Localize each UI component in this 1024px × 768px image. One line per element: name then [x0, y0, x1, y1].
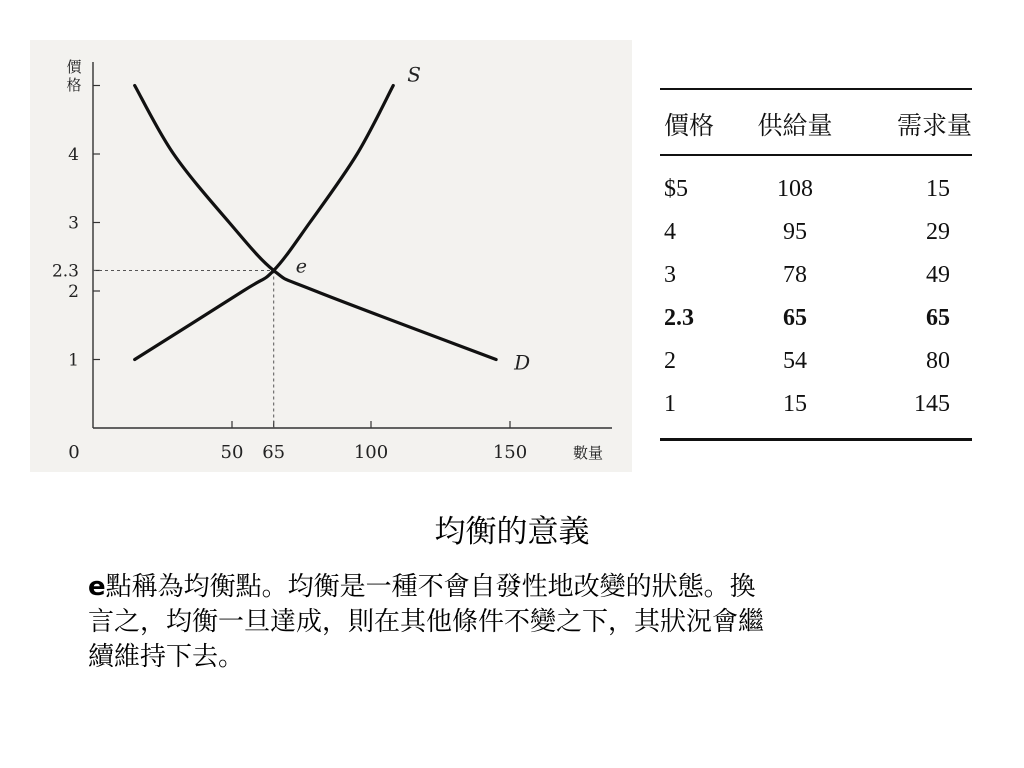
- cell-price: 4: [664, 219, 676, 245]
- y-axis-label-1: 價: [66, 58, 82, 76]
- cell-demand: 145: [914, 391, 950, 417]
- cell-price: 1: [664, 391, 676, 417]
- table-rule-bottom: [660, 438, 972, 441]
- cell-supply: 78: [783, 262, 807, 288]
- table-header-row: [660, 90, 972, 148]
- cell-supply: 65: [783, 305, 807, 331]
- body-lead: e: [88, 572, 106, 602]
- table-row: [660, 211, 972, 254]
- table-row-equilibrium: [660, 297, 972, 340]
- price-quantity-table: [660, 88, 972, 441]
- table-row: [660, 383, 972, 426]
- table-row: [660, 340, 972, 383]
- supply-curve: [135, 86, 394, 360]
- body-text: 點稱為均衡點。均衡是一種不會自發性地改變的狀態。換 言之，均衡一旦達成，則在其他條件不變之下，其狀況會繼 續維持下去。: [88, 572, 765, 672]
- equilibrium-guides: [93, 270, 274, 428]
- supply-curve-label: S: [407, 62, 421, 87]
- body-paragraph: [88, 570, 988, 675]
- cell-demand: 29: [926, 219, 950, 245]
- axes: [93, 62, 612, 428]
- supply-demand-chart: [30, 40, 632, 472]
- cell-price: $5: [664, 176, 688, 202]
- cell-demand: 49: [926, 262, 950, 288]
- y-tick-label: 4: [68, 145, 79, 165]
- table-row: [660, 254, 972, 297]
- cell-demand: 80: [926, 348, 950, 374]
- y-tick-label: 2.3: [51, 261, 79, 282]
- y-tick-label: 2: [68, 282, 79, 302]
- cell-demand: 15: [926, 176, 950, 202]
- axis-labels: [66, 58, 603, 462]
- table-row: [660, 156, 972, 211]
- column-header-supply: 供給量: [757, 113, 833, 140]
- cell-demand: 65: [926, 305, 950, 331]
- x-tick-label: 65: [262, 442, 286, 463]
- cell-price: 3: [664, 262, 676, 288]
- chart-panel: [30, 40, 632, 472]
- column-header-price: 價格: [664, 113, 715, 140]
- x-tick-label: 50: [220, 442, 244, 463]
- column-header-demand: 需求量: [896, 113, 972, 140]
- demand-curve-label: D: [514, 350, 531, 375]
- x-tick-label: 150: [492, 442, 528, 463]
- x-tick-label: 100: [353, 442, 389, 463]
- y-axis-label-2: 格: [66, 76, 82, 94]
- tick-labels: [52, 145, 527, 463]
- cell-supply: 54: [783, 348, 807, 374]
- demand-curve: [135, 86, 496, 360]
- cell-supply: 108: [777, 176, 813, 202]
- equilibrium-point-label: e: [295, 255, 307, 278]
- slide-title: 均衡的意義: [434, 514, 590, 550]
- cell-price: 2.3: [664, 305, 694, 331]
- x-tick-label: 0: [68, 442, 80, 463]
- y-tick-label: 1: [68, 350, 79, 371]
- y-tick-label: 3: [68, 213, 79, 234]
- cell-price: 2: [664, 348, 676, 374]
- curves: [135, 86, 496, 360]
- cell-supply: 95: [783, 219, 807, 245]
- cell-supply: 15: [783, 391, 807, 417]
- x-axis-label: 數量: [572, 444, 604, 462]
